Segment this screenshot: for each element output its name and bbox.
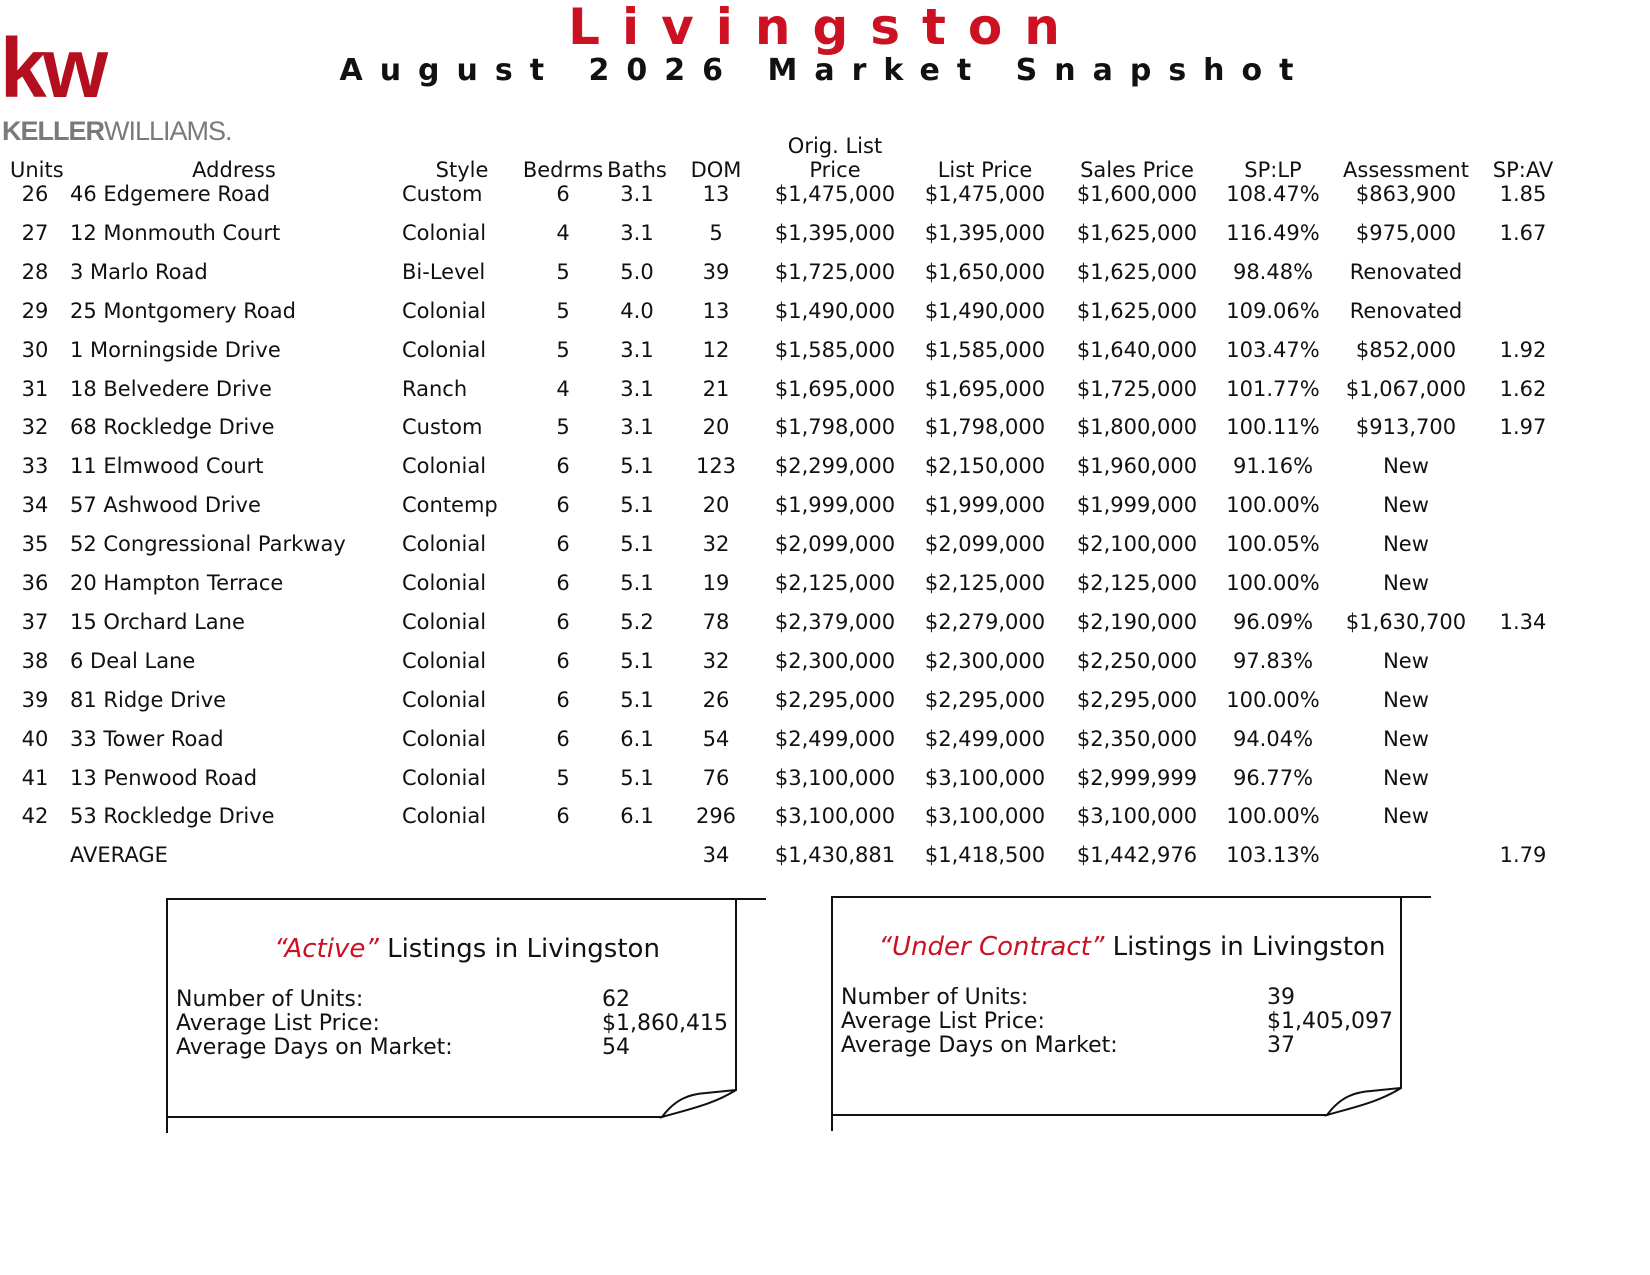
cell-orig-price: $1,695,000 [774, 376, 896, 401]
average-dom: 34 [702, 843, 730, 867]
cell-assessment: New [1383, 532, 1429, 557]
cell-sp-av: 1.34 [1499, 609, 1547, 634]
cell-dom: 13 [702, 182, 730, 206]
cell-unit: 30 [21, 337, 49, 362]
cell-sales-price: $1,725,000 [1076, 376, 1198, 401]
under-contract-title-rest: Listings in Livingston [1104, 932, 1386, 962]
cell-bedrms: 4 [556, 376, 570, 401]
cell-style: Colonial [402, 337, 487, 362]
cell-sp-lp: 100.11% [1226, 415, 1320, 440]
cell-dom: 5 [709, 220, 723, 245]
cell-unit: 39 [21, 687, 49, 712]
cell-dom: 54 [702, 726, 730, 751]
cell-list-price: $2,125,000 [924, 571, 1046, 595]
cell-list-price: $2,300,000 [924, 648, 1046, 673]
table-header [0, 132, 1650, 182]
cell-unit: 34 [21, 493, 49, 518]
cell-sales-price: $1,625,000 [1076, 259, 1198, 284]
active-stat-units-value: 62 [602, 987, 630, 1012]
cell-bedrms: 5 [556, 259, 570, 284]
cell-assessment: New [1383, 571, 1429, 595]
cell-sp-lp: 94.04% [1232, 726, 1314, 751]
cell-sp-av: 1.62 [1499, 376, 1547, 401]
cell-style: Custom [402, 415, 483, 440]
cell-style: Colonial [402, 609, 487, 634]
cell-unit: 35 [21, 532, 49, 557]
average-list-price: $1,418,500 [924, 843, 1046, 867]
cell-unit: 28 [21, 259, 49, 284]
cell-assessment: New [1383, 493, 1429, 518]
cell-address: 46 Edgemere Road [70, 182, 271, 206]
cell-assessment: $863,900 [1355, 182, 1457, 206]
cell-sp-lp: 100.00% [1226, 571, 1320, 595]
cell-orig-price: $2,295,000 [774, 687, 896, 712]
cell-bedrms: 6 [556, 182, 570, 206]
cell-address: 15 Orchard Lane [70, 609, 245, 634]
active-listings-title [168, 934, 766, 964]
cell-style: Ranch [402, 376, 468, 401]
cell-bedrms: 6 [556, 648, 570, 673]
cell-sp-lp: 100.00% [1226, 687, 1320, 712]
cell-orig-price: $2,499,000 [774, 726, 896, 751]
cell-address: 68 Rockledge Drive [70, 415, 275, 440]
header-list-price: List Price [937, 158, 1033, 182]
cell-bedrms: 6 [556, 804, 570, 829]
cell-baths: 3.1 [620, 182, 654, 206]
cell-list-price: $2,295,000 [924, 687, 1046, 712]
cell-style: Colonial [402, 804, 487, 829]
cell-unit: 37 [21, 609, 49, 634]
cell-dom: 13 [702, 298, 730, 323]
cell-address: 12 Monmouth Court [70, 220, 281, 245]
average-label: AVERAGE [70, 843, 168, 867]
cell-bedrms: 6 [556, 454, 570, 479]
cell-list-price: $2,279,000 [924, 609, 1046, 634]
cell-unit: 32 [21, 415, 49, 440]
cell-sales-price: $2,250,000 [1076, 648, 1198, 673]
cell-address: 25 Montgomery Road [70, 298, 296, 323]
cell-list-price: $1,475,000 [924, 182, 1046, 206]
cell-sp-lp: 103.47% [1226, 337, 1320, 362]
header-orig-list-line2: Price [809, 158, 861, 182]
average-orig-price: $1,430,881 [774, 843, 896, 867]
cell-dom: 20 [702, 415, 730, 440]
cell-assessment: $1,067,000 [1345, 376, 1467, 401]
header-style: Style [435, 158, 489, 182]
cell-orig-price: $2,125,000 [774, 571, 896, 595]
cell-baths: 5.1 [620, 687, 654, 712]
cell-baths: 5.1 [620, 532, 654, 557]
cell-sp-lp: 101.77% [1226, 376, 1320, 401]
contract-stat-price-value: $1,405,097 [1267, 1009, 1393, 1034]
cell-baths: 4.0 [620, 298, 654, 323]
active-stat-units-label: Number of Units: [176, 987, 364, 1012]
cell-sp-av: 1.92 [1499, 337, 1547, 362]
cell-sp-lp: 97.83% [1232, 648, 1314, 673]
under-contract-title [833, 932, 1431, 962]
cell-unit: 31 [21, 376, 49, 401]
page-title: Livingston [568, 0, 1082, 56]
cell-list-price: $1,585,000 [924, 337, 1046, 362]
cell-assessment: New [1383, 804, 1429, 829]
cell-unit: 27 [21, 220, 49, 245]
contract-stat-price-label: Average List Price: [841, 1009, 1045, 1034]
cell-bedrms: 6 [556, 493, 570, 518]
header-bedrms: Bedrms [522, 158, 604, 182]
cell-bedrms: 4 [556, 220, 570, 245]
cell-sales-price: $1,600,000 [1076, 182, 1198, 206]
cell-orig-price: $2,379,000 [774, 609, 896, 634]
cell-dom: 123 [695, 454, 737, 479]
cell-address: 1 Morningside Drive [70, 337, 281, 362]
active-stat-dom-value: 54 [602, 1035, 630, 1060]
cell-baths: 5.1 [620, 493, 654, 518]
cell-dom: 26 [702, 687, 730, 712]
cell-baths: 5.0 [620, 259, 654, 284]
header-baths: Baths [607, 158, 667, 182]
cell-baths: 6.1 [620, 804, 654, 829]
cell-address: 18 Belvedere Drive [70, 376, 272, 401]
cell-style: Colonial [402, 571, 487, 595]
kw-logo-mark: kw [0, 21, 105, 115]
header-sp-av: SP:AV [1492, 158, 1554, 182]
cell-orig-price: $3,100,000 [774, 804, 896, 829]
logo-name-bold: KELLER [2, 116, 104, 146]
cell-address: 81 Ridge Drive [70, 687, 227, 712]
cell-sp-av: 1.85 [1499, 182, 1547, 206]
cell-bedrms: 5 [556, 415, 570, 440]
cell-bedrms: 6 [556, 532, 570, 557]
cell-style: Colonial [402, 726, 487, 751]
cell-list-price: $2,099,000 [924, 532, 1046, 557]
cell-orig-price: $1,585,000 [774, 337, 896, 362]
active-stat-price-label: Average List Price: [176, 1011, 380, 1036]
cell-style: Colonial [402, 220, 487, 245]
cell-dom: 32 [702, 532, 730, 557]
header-units: Units [10, 158, 64, 182]
contract-stat-units-value: 39 [1267, 985, 1295, 1010]
cell-sales-price: $2,295,000 [1076, 687, 1198, 712]
cell-sp-lp: 96.09% [1232, 609, 1314, 634]
cell-style: Bi-Level [402, 259, 486, 284]
cell-assessment: New [1383, 687, 1429, 712]
cell-list-price: $1,999,000 [924, 493, 1046, 518]
header-sales-price: Sales Price [1080, 158, 1194, 182]
cell-unit: 42 [21, 804, 49, 829]
cell-orig-price: $1,395,000 [774, 220, 896, 245]
cell-sales-price: $1,625,000 [1076, 298, 1198, 323]
cell-unit: 29 [21, 298, 49, 323]
cell-bedrms: 5 [556, 337, 570, 362]
cell-list-price: $3,100,000 [924, 804, 1046, 829]
cell-sp-lp: 116.49% [1226, 220, 1320, 245]
cell-sp-lp: 100.05% [1226, 532, 1320, 557]
logo-name-regular: WILLIAMS. [104, 116, 232, 146]
cell-sales-price: $1,800,000 [1076, 415, 1198, 440]
cell-address: 6 Deal Lane [70, 648, 196, 673]
cell-style: Colonial [402, 532, 487, 557]
cell-unit: 38 [21, 648, 49, 673]
active-stat-price-value: $1,860,415 [602, 1011, 728, 1036]
cell-dom: 21 [702, 376, 730, 401]
cell-unit: 41 [21, 765, 49, 790]
cell-assessment: $913,700 [1355, 415, 1457, 440]
cell-address: 52 Congressional Parkway [70, 532, 346, 557]
cell-sp-lp: 100.00% [1226, 804, 1320, 829]
cell-orig-price: $3,100,000 [774, 765, 896, 790]
cell-bedrms: 5 [556, 298, 570, 323]
header-assessment: Assessment [1343, 158, 1469, 182]
cell-sales-price: $1,960,000 [1076, 454, 1198, 479]
cell-baths: 3.1 [620, 337, 654, 362]
cell-dom: 19 [702, 571, 730, 595]
cell-orig-price: $1,798,000 [774, 415, 896, 440]
cell-unit: 36 [21, 571, 49, 595]
cell-sp-lp: 109.06% [1226, 298, 1320, 323]
cell-bedrms: 6 [556, 726, 570, 751]
cell-sp-lp: 96.77% [1232, 765, 1314, 790]
cell-baths: 5.1 [620, 765, 654, 790]
cell-list-price: $1,798,000 [924, 415, 1046, 440]
average-sp-av: 1.79 [1499, 843, 1547, 867]
cell-orig-price: $2,099,000 [774, 532, 896, 557]
cell-assessment: Renovated [1349, 298, 1463, 323]
cell-baths: 6.1 [620, 726, 654, 751]
cell-unit: 26 [21, 182, 49, 206]
cell-list-price: $1,395,000 [924, 220, 1046, 245]
cell-list-price: $1,490,000 [924, 298, 1046, 323]
cell-address: 13 Penwood Road [70, 765, 258, 790]
cell-style: Colonial [402, 687, 487, 712]
cell-list-price: $1,695,000 [924, 376, 1046, 401]
cell-list-price: $3,100,000 [924, 765, 1046, 790]
cell-bedrms: 6 [556, 687, 570, 712]
cell-bedrms: 5 [556, 765, 570, 790]
cell-sales-price: $2,100,000 [1076, 532, 1198, 557]
header-dom: DOM [690, 158, 742, 182]
cell-assessment: $852,000 [1355, 337, 1457, 362]
cell-bedrms: 6 [556, 571, 570, 595]
header-address: Address [192, 158, 276, 182]
cell-bedrms: 6 [556, 609, 570, 634]
cell-dom: 12 [702, 337, 730, 362]
active-stat-dom-label: Average Days on Market: [176, 1035, 453, 1060]
cell-style: Colonial [402, 765, 487, 790]
active-title-emphasis: “Active” [274, 934, 379, 964]
cell-address: 53 Rockledge Drive [70, 804, 275, 829]
cell-orig-price: $2,299,000 [774, 454, 896, 479]
cell-sp-lp: 108.47% [1226, 182, 1320, 206]
cell-sp-lp: 91.16% [1232, 454, 1314, 479]
cell-address: 20 Hampton Terrace [70, 571, 284, 595]
active-title-rest: Listings in Livingston [378, 934, 660, 964]
cell-baths: 3.1 [620, 376, 654, 401]
cell-style: Colonial [402, 454, 487, 479]
cell-style: Contemp [402, 493, 498, 518]
cell-assessment: New [1383, 454, 1429, 479]
cell-list-price: $2,499,000 [924, 726, 1046, 751]
cell-sales-price: $2,350,000 [1076, 726, 1198, 751]
average-sp-lp: 103.13% [1226, 843, 1320, 867]
cell-sales-price: $1,999,000 [1076, 493, 1198, 518]
cell-assessment: $1,630,700 [1345, 609, 1467, 634]
cell-sales-price: $2,999,999 [1076, 765, 1198, 790]
cell-assessment: New [1383, 726, 1429, 751]
cell-orig-price: $2,300,000 [774, 648, 896, 673]
active-listings-card [166, 898, 766, 1133]
cell-baths: 3.1 [620, 220, 654, 245]
cell-address: 57 Ashwood Drive [70, 493, 261, 518]
cell-sales-price: $2,190,000 [1076, 609, 1198, 634]
cell-sp-av: 1.67 [1499, 220, 1547, 245]
cell-sales-price: $2,125,000 [1076, 571, 1198, 595]
average-sales-price: $1,442,976 [1076, 843, 1198, 867]
header-orig-list-line1: Orig. List [787, 134, 883, 158]
cell-unit: 40 [21, 726, 49, 751]
cell-style: Custom [402, 182, 483, 206]
cell-assessment: $975,000 [1355, 220, 1457, 245]
header-sp-lp: SP:LP [1244, 158, 1302, 182]
header-orig-list-price [788, 134, 882, 182]
cell-assessment: Renovated [1349, 259, 1463, 284]
page-subtitle: August 2026 Market Snapshot [339, 53, 1311, 88]
under-contract-listings-card [831, 896, 1431, 1131]
cell-orig-price: $1,490,000 [774, 298, 896, 323]
cell-list-price: $1,650,000 [924, 259, 1046, 284]
cell-sales-price: $1,640,000 [1076, 337, 1198, 362]
cell-sp-av: 1.97 [1499, 415, 1547, 440]
cell-baths: 3.1 [620, 415, 654, 440]
cell-sales-price: $3,100,000 [1076, 804, 1198, 829]
cell-dom: 296 [695, 804, 737, 829]
contract-stat-dom-label: Average Days on Market: [841, 1033, 1118, 1058]
cell-assessment: New [1383, 765, 1429, 790]
cell-sp-lp: 100.00% [1226, 493, 1320, 518]
contract-stat-units-label: Number of Units: [841, 985, 1029, 1010]
cell-list-price: $2,150,000 [924, 454, 1046, 479]
cell-sales-price: $1,625,000 [1076, 220, 1198, 245]
cell-address: 33 Tower Road [70, 726, 224, 751]
cell-dom: 76 [702, 765, 730, 790]
cell-orig-price: $1,475,000 [774, 182, 896, 206]
cell-orig-price: $1,725,000 [774, 259, 896, 284]
cell-address: 3 Marlo Road [70, 259, 208, 284]
cell-dom: 20 [702, 493, 730, 518]
cell-dom: 39 [702, 259, 730, 284]
cell-style: Colonial [402, 648, 487, 673]
cell-baths: 5.2 [620, 609, 654, 634]
cell-baths: 5.1 [620, 454, 654, 479]
cell-dom: 32 [702, 648, 730, 673]
cell-dom: 78 [702, 609, 730, 634]
cell-assessment: New [1383, 648, 1429, 673]
cell-orig-price: $1,999,000 [774, 493, 896, 518]
cell-unit: 33 [21, 454, 49, 479]
cell-address: 11 Elmwood Court [70, 454, 264, 479]
cell-baths: 5.1 [620, 571, 654, 595]
under-contract-title-emphasis: “Under Contract” [878, 932, 1105, 962]
cell-sp-lp: 98.48% [1232, 259, 1314, 284]
contract-stat-dom-value: 37 [1267, 1033, 1295, 1058]
cell-baths: 5.1 [620, 648, 654, 673]
cell-style: Colonial [402, 298, 487, 323]
